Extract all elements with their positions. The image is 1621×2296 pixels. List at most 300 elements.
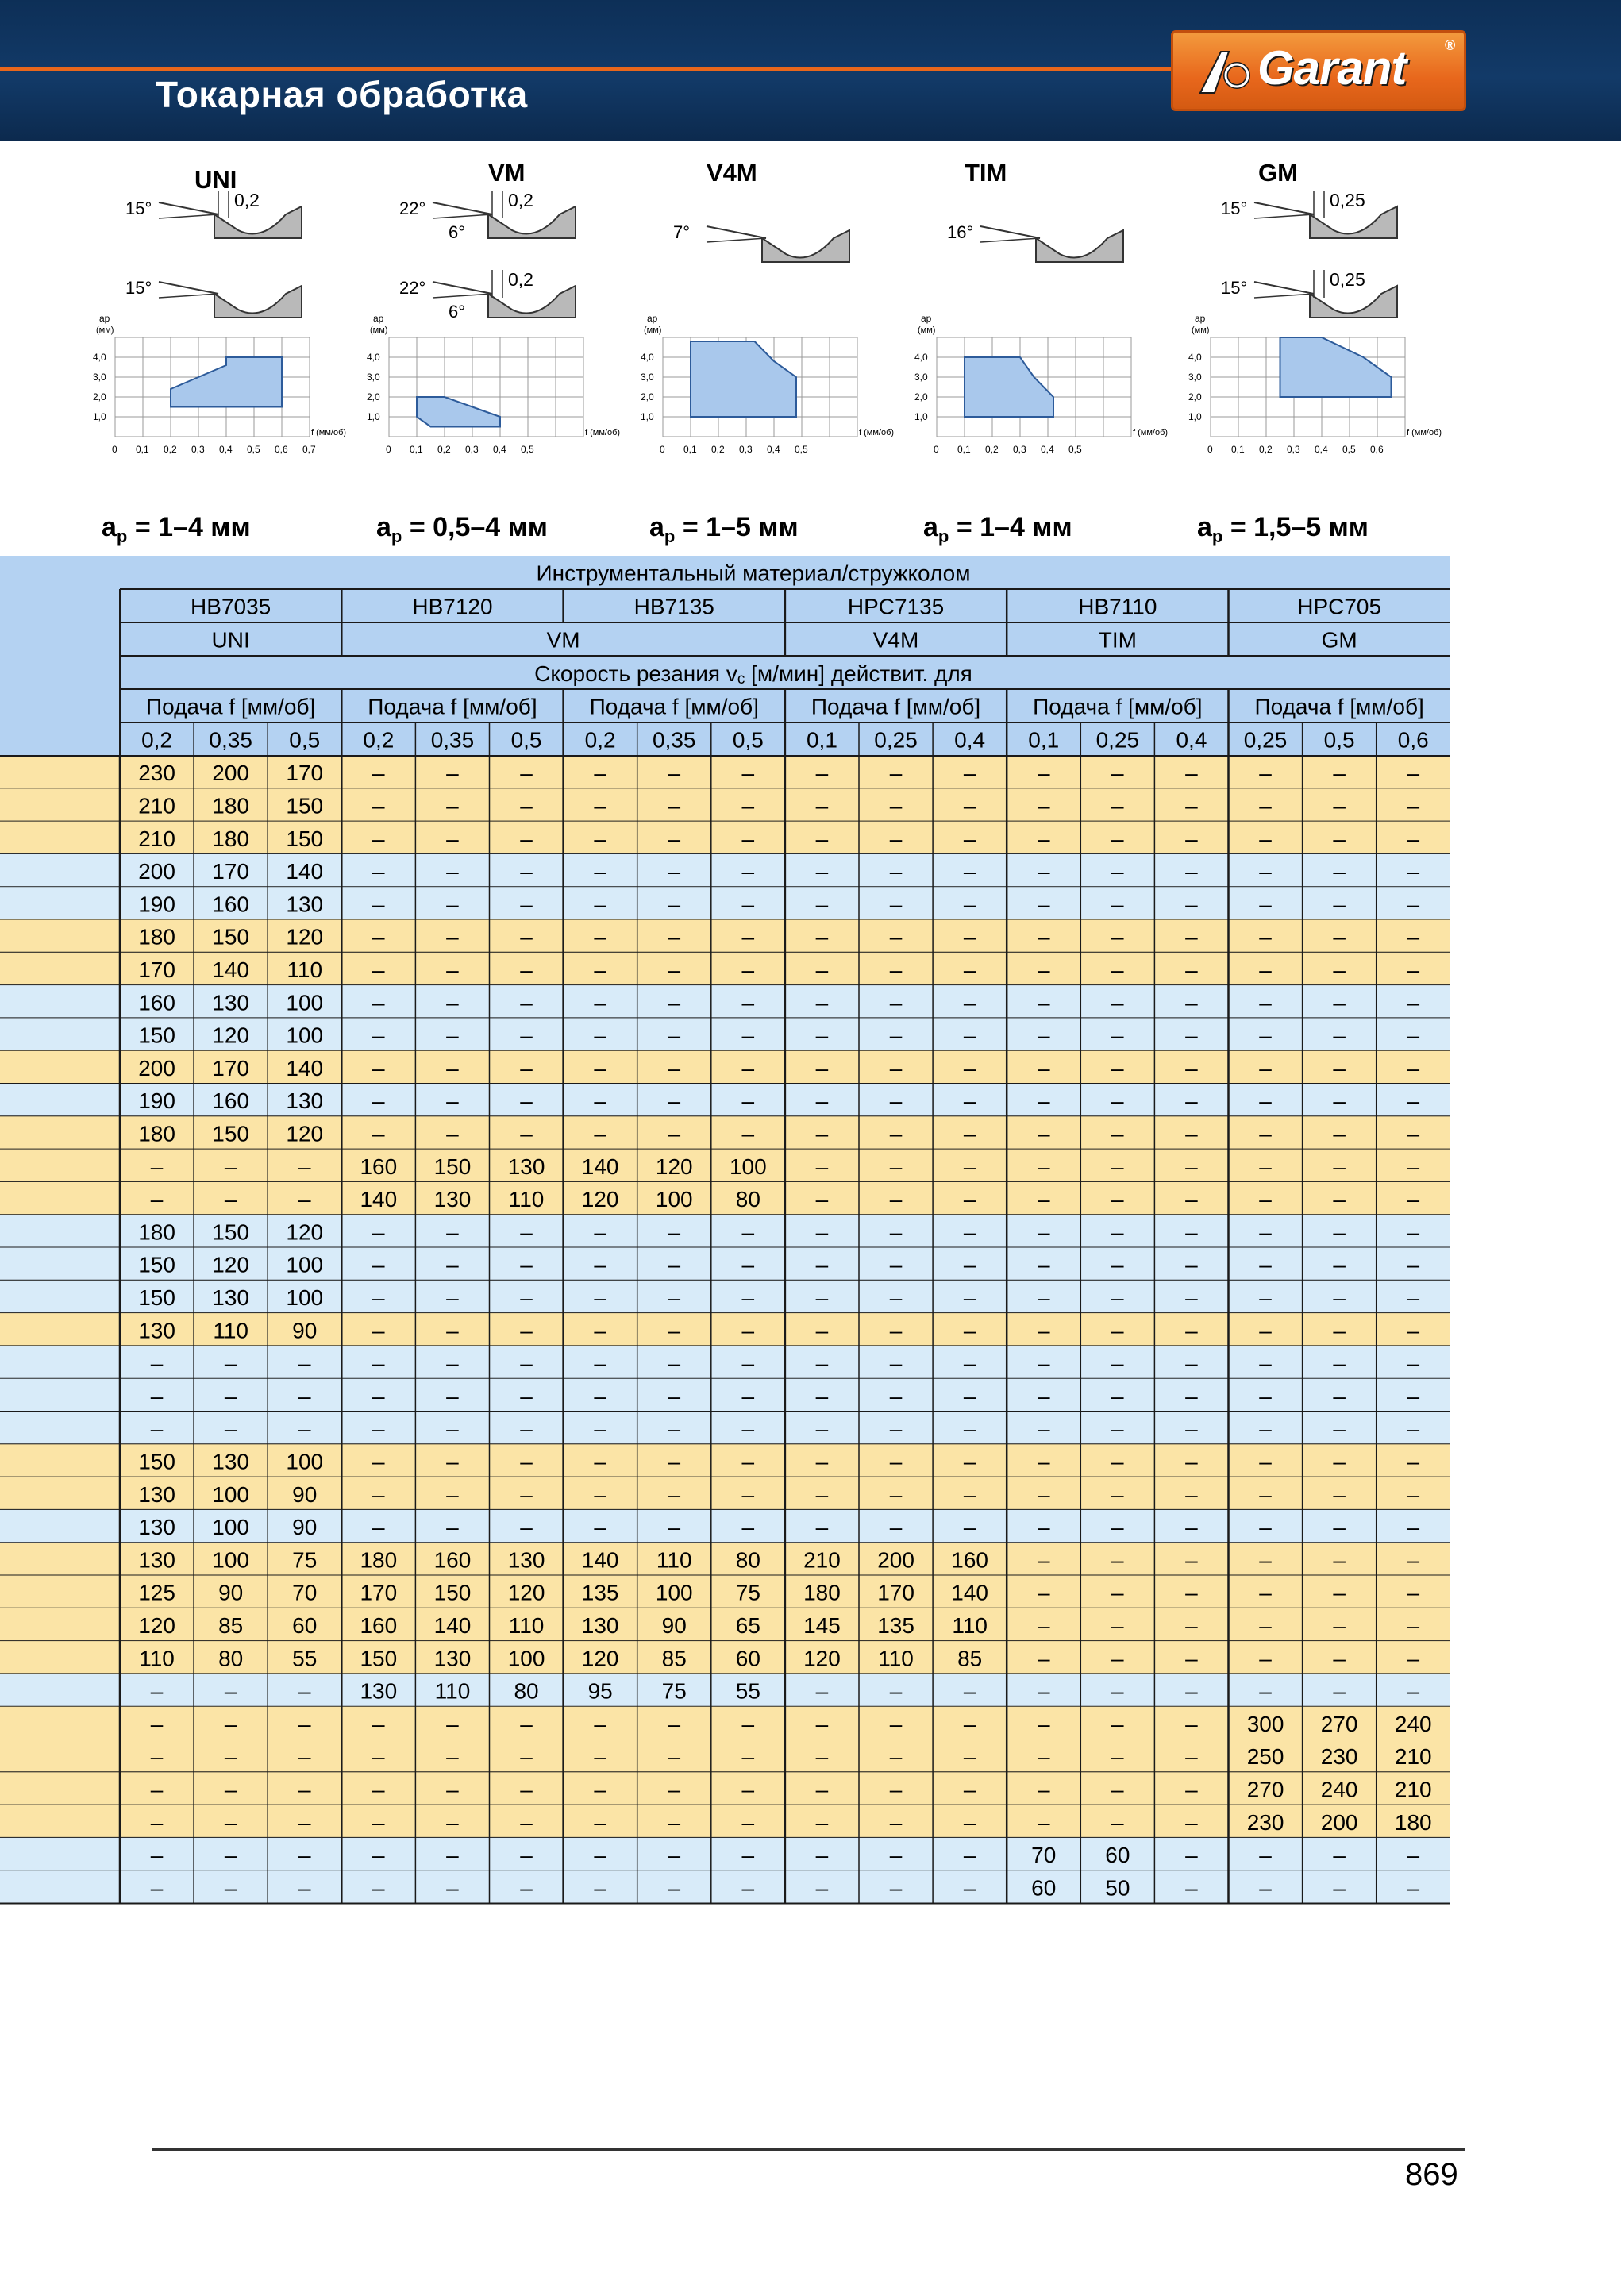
feed-value: 0,4 [1176,727,1207,753]
table-cell: – [1259,957,1272,982]
table-cell: – [815,793,829,819]
table-cell: – [1037,1515,1050,1540]
table-cell: – [1185,761,1198,786]
operating-range-area [691,341,796,417]
table-cell: – [224,1350,237,1376]
table-cell: – [1111,1809,1124,1835]
table-cell: 60 [735,1646,760,1671]
table-row [0,1870,1450,1903]
table-cell: 160 [212,892,250,917]
table-cell: – [1407,1350,1420,1376]
table-cell: – [1407,1843,1420,1868]
table-row [0,1674,1450,1706]
table-cell: – [1259,990,1272,1015]
table-cell: – [224,1711,237,1736]
table-cell: – [741,793,755,819]
table-cell: – [372,1219,385,1245]
feed-value: 0,2 [141,727,173,753]
table-cell: – [889,1481,903,1507]
table-cell: 150 [286,826,324,851]
table-cell: – [668,1875,681,1901]
table-cell: – [1185,924,1198,950]
table-cell: – [1407,1187,1420,1212]
table-cell: – [298,1678,311,1704]
table-cell: – [1259,1055,1272,1081]
table-cell: – [1111,1055,1124,1081]
table-cell: – [446,1219,459,1245]
table-cell: 100 [212,1515,250,1540]
table-cell: – [446,1383,459,1408]
table-cell: – [520,793,533,819]
table-cell: – [889,1809,903,1835]
table-cell: – [1111,990,1124,1015]
table-cell: – [446,1481,459,1507]
table-cell: 200 [138,1055,175,1081]
table-cell: – [741,1449,755,1474]
table-cell: – [889,1515,903,1540]
table-title: Инструментальный материал/стружколом [536,561,971,586]
table-cell: – [372,1055,385,1081]
table-cell: 70 [292,1580,318,1605]
table-cell: – [963,761,976,786]
table-cell: 130 [433,1646,472,1671]
table-cell: 140 [581,1154,619,1179]
table-cell: – [594,957,606,982]
svg-text:(мм): (мм) [644,326,662,335]
profile-name: GM [1258,159,1298,187]
table-cell: – [1259,1318,1272,1343]
table-cell: 85 [957,1646,983,1671]
y-tick-label: 1,0 [93,411,106,422]
feed-value: 0,2 [363,727,395,753]
table-cell: – [1185,1285,1198,1310]
table-cell: – [741,1383,755,1408]
feed-header: Подача f [мм/об] [589,694,759,719]
table-cell: – [815,1252,829,1277]
feed-header: Подача f [мм/об] [368,694,537,719]
table-cell: – [741,1088,755,1114]
table-cell: – [1037,957,1050,982]
table-cell: – [889,859,903,884]
table-cell: – [520,1350,533,1376]
table-cell: – [1111,1219,1124,1245]
table-row [0,1477,1450,1510]
table-cell: – [1037,1711,1050,1736]
table-cell: – [963,1088,976,1114]
garant-mark-icon [1197,47,1253,96]
table-row [0,920,1450,953]
table-cell: – [150,1777,164,1802]
table-cell: – [668,1515,681,1540]
table-cell: – [889,1416,903,1442]
table-cell: 120 [212,1023,250,1048]
table-cell: 110 [213,1318,248,1343]
table-cell: – [1333,1318,1346,1343]
table-cell: – [446,1515,459,1540]
table-cell: – [594,1219,606,1245]
table-cell: 110 [952,1612,988,1638]
x-tick-label: 0,1 [410,444,423,455]
table-cell: – [1333,1252,1346,1277]
table-row [0,854,1450,887]
table-cell: – [741,1416,755,1442]
table-cell: – [889,826,903,851]
table-cell: – [889,1219,903,1245]
table-cell: – [1037,990,1050,1015]
table-cell: – [668,859,681,884]
table-cell: – [446,1843,459,1868]
table-cell: – [446,1809,459,1835]
table-cell: – [741,990,755,1015]
table-cell: – [150,1711,164,1736]
ap-f-chart [914,313,1168,455]
table-cell: – [1407,1646,1420,1671]
table-cell: – [815,1481,829,1507]
table-cell: – [1111,957,1124,982]
table-row [0,1150,1450,1182]
x-tick-label: 0,1 [683,444,697,455]
table-cell: – [520,1777,533,1802]
table-cell: – [815,1515,829,1540]
x-tick-label: 0 [660,444,665,455]
table-cell: – [1037,892,1050,917]
table-cell: 100 [286,1252,324,1277]
table-cell: – [815,1121,829,1146]
table-cell: – [298,1711,311,1736]
table-cell: – [1037,1449,1050,1474]
table-cell: – [594,1055,606,1081]
table-cell: – [1037,1285,1050,1310]
table-cell: – [1333,1580,1346,1605]
svg-text:f (мм/об): f (мм/об) [1133,428,1169,437]
table-row [0,1510,1450,1543]
table-cell: – [1037,1154,1050,1179]
table-cell: – [594,826,606,851]
operating-range-area [417,397,500,427]
table-cell: – [1111,1777,1124,1802]
table-cell: 85 [218,1612,244,1638]
table-cell: – [446,1875,459,1901]
x-tick-label: 0,2 [437,444,451,455]
table-cell: – [446,957,459,982]
feed-value: 0,6 [1397,727,1429,753]
table-cell: – [1333,761,1346,786]
svg-text:(мм): (мм) [370,326,388,335]
profile-sketch [1221,190,1397,318]
table-cell: – [1407,1383,1420,1408]
table-cell: – [1333,1383,1346,1408]
table-cell: 160 [212,1088,250,1114]
table-cell: – [520,1515,533,1540]
table-cell: – [668,1744,681,1770]
table-cell: – [520,761,533,786]
table-cell: – [741,1744,755,1770]
table-cell: – [963,1252,976,1277]
table-cell: – [1407,1875,1420,1901]
table-cell: 90 [292,1515,318,1540]
table-cell: – [1407,1023,1420,1048]
feed-value: 0,35 [209,727,252,753]
table-cell: – [372,1318,385,1343]
footer-rule [152,2148,1465,2151]
table-cell: 150 [138,1252,175,1277]
table-cell: – [594,793,606,819]
table-cell: – [1185,1088,1198,1114]
table-cell: 110 [508,1612,545,1638]
table-cell: – [1407,892,1420,917]
table-cell: – [446,1416,459,1442]
table-cell: – [1259,1449,1272,1474]
table-cell: 170 [360,1580,398,1605]
table-cell: – [1185,1515,1198,1540]
table-cell: 150 [212,924,250,950]
table-cell: – [1185,1612,1198,1638]
table-cell: 230 [1320,1744,1358,1770]
table-cell: – [815,1318,829,1343]
table-cell: – [1259,924,1272,950]
table-cell: – [1037,761,1050,786]
table-cell: 170 [212,859,250,884]
table-cell: – [594,1515,606,1540]
profile-name: UNI [194,166,237,194]
table-cell: – [741,1711,755,1736]
svg-text:7°: 7° [673,222,691,242]
table-cell: 110 [508,1187,545,1212]
table-cell: – [1333,1088,1346,1114]
material-header: HB7035 [191,594,271,619]
feed-value: 0,35 [430,727,475,753]
svg-text:22°: 22° [399,198,426,218]
table-cell: 160 [138,990,175,1015]
page-title: Токарная обработка [156,74,528,115]
table-cell: – [446,1088,459,1114]
table-cell: – [372,924,385,950]
table-cell: – [1037,1416,1050,1442]
table-row [0,1313,1450,1346]
table-row [0,1772,1450,1805]
operating-range-area [171,357,282,407]
table-cell: 110 [287,957,323,982]
table-cell: – [889,1711,903,1736]
svg-text:15°: 15° [1221,278,1248,298]
table-cell: – [889,1285,903,1310]
svg-text:22°: 22° [399,278,426,298]
table-cell: – [1259,892,1272,917]
table-cell: 90 [661,1612,687,1638]
table-cell: 160 [360,1154,398,1179]
table-cell: – [298,1416,311,1442]
x-tick-label: 0,2 [985,444,999,455]
table-cell: – [1407,1219,1420,1245]
table-cell: – [1185,1843,1198,1868]
y-tick-label: 4,0 [1188,352,1202,363]
table-cell: – [372,1777,385,1802]
table-cell: – [1111,1187,1124,1212]
cutting-speed-table [0,556,1621,1909]
table-cell: – [1407,1481,1420,1507]
svg-text:ap: ap [99,313,110,324]
svg-text:(мм): (мм) [918,326,936,335]
table-cell: – [1037,793,1050,819]
svg-text:f (мм/об): f (мм/об) [585,428,621,437]
table-cell: – [1185,1416,1198,1442]
x-tick-label: 0,3 [465,444,479,455]
table-cell: – [1111,1449,1124,1474]
table-cell: – [1037,1252,1050,1277]
table-row [0,1707,1450,1739]
table-cell: – [1111,1121,1124,1146]
table-row [0,1182,1450,1215]
table-cell: 150 [433,1154,472,1179]
table-cell: – [1185,1875,1198,1901]
table-cell: – [668,1449,681,1474]
table-cell: 150 [138,1449,175,1474]
profile-sketch [947,222,1123,262]
table-cell: 140 [212,957,250,982]
table-cell: 250 [1246,1744,1284,1770]
table-row [0,1608,1450,1641]
table-cell: 150 [212,1219,250,1245]
y-tick-label: 3,0 [641,372,654,383]
table-row [0,1281,1450,1313]
table-cell: – [889,1055,903,1081]
table-cell: – [520,1843,533,1868]
ap-f-chart [1188,313,1442,455]
table-cell: – [594,859,606,884]
table-cell: – [815,1809,829,1835]
table-cell: – [1259,1875,1272,1901]
table-cell: 85 [661,1646,687,1671]
table-cell: – [372,859,385,884]
table-cell: – [1037,859,1050,884]
table-cell: – [889,1777,903,1802]
table-cell: 75 [292,1547,318,1573]
table-cell: – [668,924,681,950]
table-cell: – [298,1843,311,1868]
table-cell: – [150,1187,164,1212]
table-cell: – [372,892,385,917]
table-cell: – [1333,1875,1346,1901]
x-tick-label: 0,5 [795,444,808,455]
table-cell: – [1185,1121,1198,1146]
table-cell: – [1333,1547,1346,1573]
table-cell: – [1185,1252,1198,1277]
x-tick-label: 0,4 [219,444,233,455]
table-cell: – [1111,1547,1124,1573]
table-cell: 190 [138,1088,175,1114]
table-cell: – [815,1023,829,1048]
table-cell: – [1259,1023,1272,1048]
table-cell: – [815,892,829,917]
table-cell: – [1037,1678,1050,1704]
table-cell: – [1259,1416,1272,1442]
table-cell: – [1333,1612,1346,1638]
table-cell: – [1111,892,1124,917]
table-cell: – [520,859,533,884]
table-cell: – [1407,957,1420,982]
x-tick-label: 0,3 [739,444,753,455]
table-cell: – [963,1875,976,1901]
table-cell: – [668,1318,681,1343]
table-cell: – [1259,1187,1272,1212]
table-cell: – [1185,1580,1198,1605]
table-row [0,1576,1450,1608]
table-cell: – [1333,1023,1346,1048]
table-cell: 240 [1320,1777,1358,1802]
table-cell: – [815,1449,829,1474]
table-cell: 180 [360,1547,398,1573]
table-cell: – [150,1350,164,1376]
table-cell: – [815,1187,829,1212]
table-cell: – [741,1350,755,1376]
table-cell: – [1259,1481,1272,1507]
table-cell: – [963,826,976,851]
table-cell: – [1333,892,1346,917]
table-cell: – [1407,859,1420,884]
table-cell: – [815,1711,829,1736]
feed-value: 0,1 [1028,727,1060,753]
table-cell: – [446,1449,459,1474]
table-cell: – [668,1219,681,1245]
table-cell: – [889,1449,903,1474]
x-tick-label: 0 [1207,444,1213,455]
table-row [0,1739,1450,1772]
table-cell: 120 [286,924,324,950]
y-tick-label: 2,0 [641,391,654,403]
table-cell: – [1185,1055,1198,1081]
table-cell: 150 [138,1285,175,1310]
table-cell: – [594,1023,606,1048]
table-cell: 80 [735,1187,760,1212]
table-cell: 140 [951,1580,989,1605]
table-cell: 120 [286,1219,324,1245]
table-cell: – [224,1416,237,1442]
table-cell: – [1407,1121,1420,1146]
table-cell: – [963,990,976,1015]
table-cell: – [668,1416,681,1442]
table-cell: 50 [1105,1875,1130,1901]
table-cell: – [1037,1318,1050,1343]
feed-value: 0,1 [806,727,837,753]
table-cell: – [1185,892,1198,917]
table-cell: – [1259,1580,1272,1605]
table-cell: – [741,924,755,950]
table-cell: – [963,1843,976,1868]
feed-header: Подача f [мм/об] [1254,694,1424,719]
table-cell: – [1111,1646,1124,1671]
table-cell: – [1037,1055,1050,1081]
table-cell: – [1333,1187,1346,1212]
logo-text: Garant [1257,41,1407,94]
table-cell: – [889,957,903,982]
material-header: HB7110 [1078,594,1157,619]
table-row [0,822,1450,854]
table-cell: 190 [138,892,175,917]
table-cell: – [741,1777,755,1802]
table-cell: – [1407,1088,1420,1114]
table-cell: – [1333,1055,1346,1081]
table-cell: – [889,1843,903,1868]
table-cell: – [446,826,459,851]
table-cell: – [446,1350,459,1376]
garant-logo [1171,30,1466,111]
table-cell: – [520,1744,533,1770]
table-cell: – [1037,1777,1050,1802]
table-cell: 140 [286,1055,324,1081]
table-cell: – [1333,1154,1346,1179]
y-tick-label: 3,0 [1188,372,1202,383]
table-cell: – [889,1744,903,1770]
